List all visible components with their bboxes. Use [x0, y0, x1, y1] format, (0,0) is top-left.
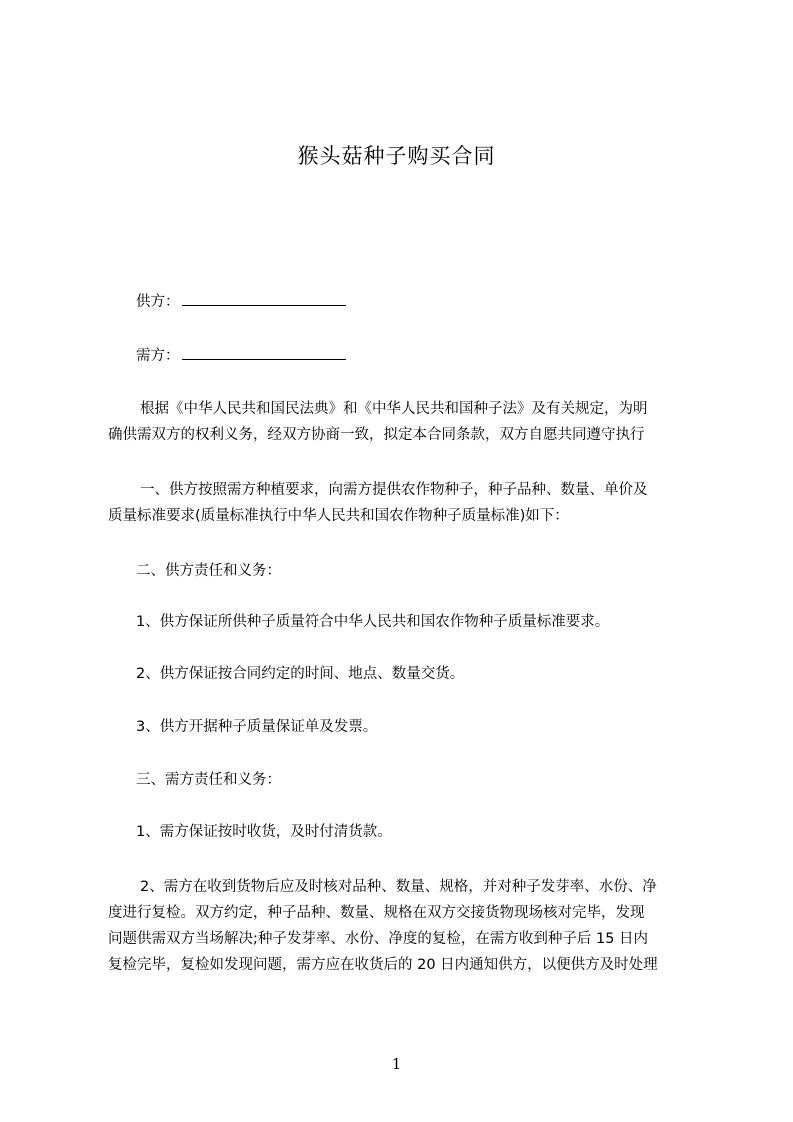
buyer-label: 需方：: [136, 348, 180, 364]
preamble-line: 根据《中华人民共和国民法典》和《中华人民共和国种子法》及有关规定，为明: [140, 401, 648, 417]
document-title: 猴头菇种子购买合同: [297, 144, 496, 168]
supplier-line: [136, 291, 346, 311]
preamble-paragraph: [108, 400, 648, 452]
section-2-item: 3、供方开据种子质量保证单及发票。: [136, 719, 378, 735]
buyer-blank: [182, 345, 346, 360]
supplier-label: 供方：: [136, 294, 180, 310]
section-2-item: 1、供方保证所供种子质量符合中华人民共和国农作物种子质量标准要求。: [136, 614, 610, 630]
clause-1-line: 质量标准要求(质量标准执行中华人民共和国农作物种子质量标准)如下：: [108, 508, 569, 524]
section-3-item-2-line: 复检完毕，复检如发现问题，需方应在收货后的 20 日内通知供方，以便供方及时处理: [108, 957, 658, 973]
section-3-item-2-paragraph: [108, 878, 658, 982]
buyer-line: [136, 345, 346, 365]
clause-1-paragraph: [108, 481, 648, 533]
supplier-blank: [182, 291, 346, 306]
page-number: 1: [391, 1055, 402, 1073]
section-3-item-1: 1、需方保证按时收货，及时付清货款。: [136, 824, 392, 840]
section-2-item: 2、供方保证按合同约定的时间、地点、数量交货。: [136, 666, 465, 682]
section-3-heading: 三、需方责任和义务：: [136, 772, 281, 788]
section-3-item-2-line: 问题供需双方当场解决;种子发芽率、水份、净度的复检，在需方收到种子后 15 日内: [108, 931, 649, 947]
section-3-item-2-line: 度进行复检。双方约定，种子品种、数量、规格在双方交接货物现场核对完毕，发现: [108, 905, 645, 921]
preamble-line: 确供需双方的权利义务，经双方协商一致，拟定本合同条款，双方自愿共同遵守执行: [108, 427, 645, 443]
section-3-item-2-line: 2、需方在收到货物后应及时核对品种、数量、规格，并对种子发芽率、水份、净: [140, 879, 657, 895]
clause-1-line: 一、供方按照需方种植要求，向需方提供农作物种子，种子品种、数量、单价及: [140, 482, 648, 498]
section-2-heading: 二、供方责任和义务：: [136, 563, 281, 579]
